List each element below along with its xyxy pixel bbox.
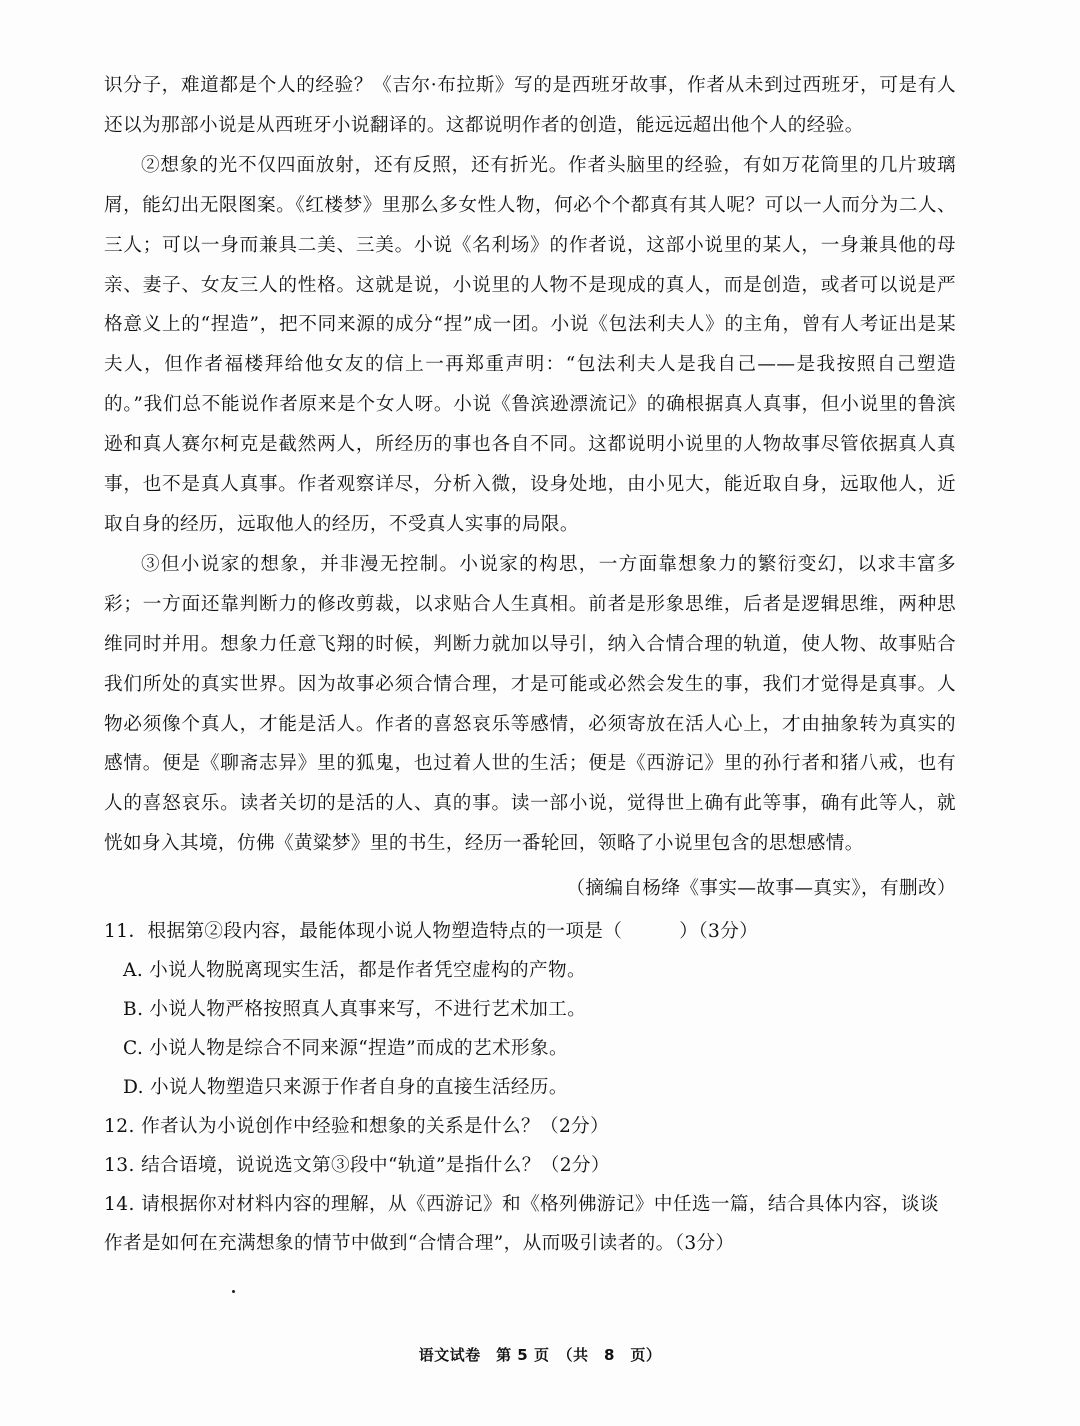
- option-a-text: 小说人物脱离现实生活，都是作者凭空虚构的产物。: [149, 960, 586, 982]
- page-footer: 语文试卷 第 5 页 （共 8 页）: [418, 1346, 662, 1364]
- question-11-stem: 11．根据第②段内容，最能体现小说人物塑造特点的一项是（ ）（3分）: [104, 921, 759, 943]
- option-b-letter: B.: [123, 999, 144, 1021]
- option-d-letter: D.: [123, 1077, 144, 1099]
- question-11-options: [104, 951, 956, 1107]
- option-c: [104, 1029, 956, 1068]
- option-b: [104, 990, 956, 1029]
- question-14: 14. 请根据你对材料内容的理解，从《西游记》和《格列佛游记》中任选一篇，结合具体内容，谈谈作者是如何在充满想象的情节中做到“合情合理”，从而吸引读者的。（3分）: [104, 1194, 939, 1255]
- stray-ink-dot: [232, 1290, 235, 1293]
- option-d-text: 小说人物塑造只来源于作者自身的直接生活经历。: [149, 1077, 568, 1099]
- page-content: [104, 66, 956, 1263]
- option-a: [104, 951, 956, 990]
- option-c-text: 小说人物是综合不同来源“捏造”而成的艺术形象。: [149, 1038, 568, 1060]
- question-12: 12. 作者认为小说创作中经验和想象的关系是什么？（2分）: [104, 1116, 610, 1138]
- option-a-letter: A.: [123, 960, 144, 982]
- passage-paragraph-3: ③但小说家的想象，并非漫无控制。小说家的构思，一方面靠想象力的繁衍变幻，以求丰富多彩；一方面还靠判断力的修改剪裁，以求贴合人生真相。前者是形象思维，后者是逻辑思维，两种思维同时并用。想象力任意飞翔的时候，判断力就加以导引，纳入合情合理的轨道，使人物、故事贴合我们所处的真实世界。因为故事必须合情合理，才是可能或必然会发生的事，我们才觉得是真事。人物必须像个真人，才能是活人。作者的喜怒哀乐等感情，必须寄放在活人心上，才由抽象转为真实的感情。便是《聊斋志异》里的狐鬼，也过着人世的生活；便是《西游记》里的孙行者和猪八戒，也有人的喜怒哀乐。读者关切的是活的人、真的事。读一部小说，觉得世上确有此等事，确有此等人，就恍如身入其境，仿佛《黄粱梦》里的书生，经历一番轮回，领略了小说里包含的思想感情。: [104, 553, 956, 855]
- passage-source: （摘编自杨绛《事实—故事—真实》，有删改）: [566, 878, 956, 900]
- option-c-letter: C.: [123, 1038, 144, 1060]
- option-b-text: 小说人物严格按照真人真事来写，不进行艺术加工。: [149, 999, 587, 1021]
- passage-continuation: 识分子，难道都是个人的经验？《吉尔·布拉斯》写的是西班牙故事，作者从未到过西班牙，可是有人还以为那部小说是从西班牙小说翻译的。这都说明作者的创造，能远远超出他个人的经验。: [104, 75, 956, 136]
- question-13: 13. 结合语境，说说选文第③段中“轨道”是指什么？（2分）: [104, 1155, 610, 1177]
- question-section: [104, 912, 956, 1263]
- passage-paragraph-2: ②想象的光不仅四面放射，还有反照，还有折光。作者头脑里的经验，有如万花筒里的几片玻璃屑，能幻出无限图案。《红楼梦》里那么多女性人物，何必个个都真有其人呢？可以一人而分为二人、三人；可以一身而兼具二美、三美。小说《名利场》的作者说，这部小说里的某人，一身兼具他的母亲、妻子、女友三人的性格。这就是说，小说里的人物不是现成的真人，而是创造，或者可以说是严格意义上的“捏造”，把不同来源的成分“捏”成一团。小说《包法利夫人》的主角，曾有人考证出是某夫人，但作者福楼拜给他女友的信上一再郑重声明：“包法利夫人是我自己——是我按照自己塑造的。”我们总不能说作者原来是个女人呀。小说《鲁滨逊漂流记》的确根据真人真事，但小说里的鲁滨逊和真人赛尔柯克是截然两人，所经历的事也各自不同。这都说明小说里的人物故事尽管依据真人真事，也不是真人真事。作者观察详尽，分析入微，设身处地，由小见大，能近取自身，远取他人，近取自身的经历，远取他人的经历，不受真人实事的局限。: [104, 154, 956, 535]
- option-d: [104, 1068, 956, 1107]
